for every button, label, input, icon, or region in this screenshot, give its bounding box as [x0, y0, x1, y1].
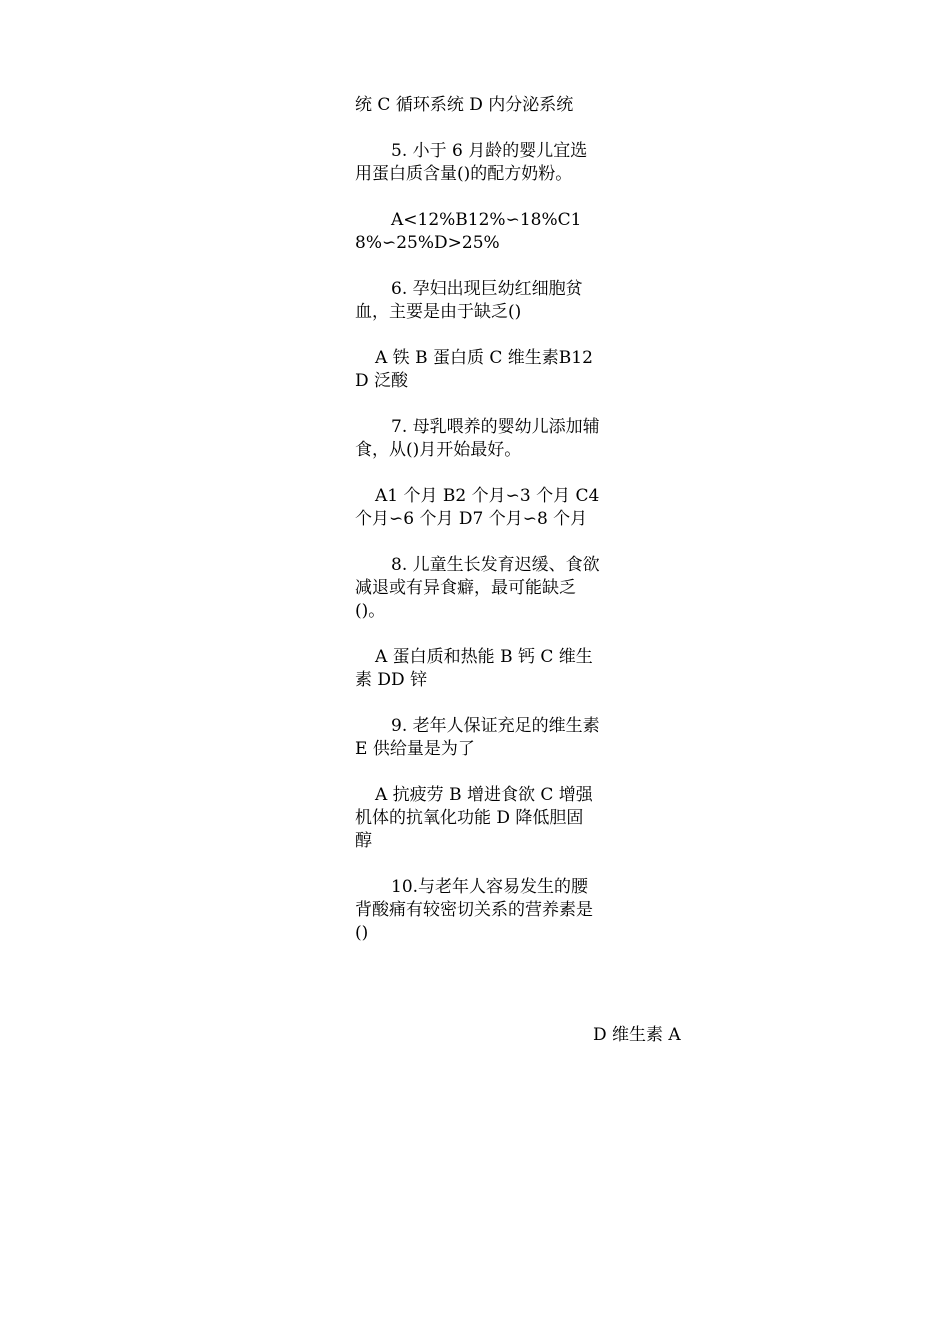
question-7: 7. 母乳喂养的婴幼儿添加辅食，从()月开始最好。 [355, 417, 600, 460]
question-7-options: A1 个月 B2 个月∽3 个月 C4 个月∽6 个月 D7 个月∽8 个月 [355, 486, 600, 529]
question-5-options: A<12%B12%∽18%C18%∽25%D>25% [355, 210, 582, 253]
question-10: 10.与老年人容易发生的腰背酸痛有较密切关系的营养素是() [355, 877, 593, 943]
question-6-options: A 铁 B 蛋白质 C 维生素B12D 泛酸 [355, 348, 593, 391]
question-9-options: A 抗疲劳 B 增进食欲 C 增强机体的抗氧化功能 D 降低胆固醇 [355, 785, 593, 851]
question-5: 5. 小于 6 月龄的婴儿宜选用蛋白质含量()的配方奶粉。 [355, 141, 588, 184]
text-column [355, 94, 600, 968]
question-9: 9. 老年人保证充足的维生素 E 供给量是为了 [355, 716, 600, 759]
trailing-option-fragment: D 维生素 A [593, 1025, 681, 1045]
question-6: 6. 孕妇出现巨幼红细胞贫血，主要是由于缺乏() [355, 279, 583, 322]
question-8: 8. 儿童生长发育迟缓、食欲减退或有异食癖，最可能缺乏()。 [355, 555, 600, 621]
continuation-line: 统 C 循环系统 D 内分泌系统 [355, 95, 574, 115]
question-8-options: A 蛋白质和热能 B 钙 C 维生素 DD 锌 [355, 647, 593, 690]
